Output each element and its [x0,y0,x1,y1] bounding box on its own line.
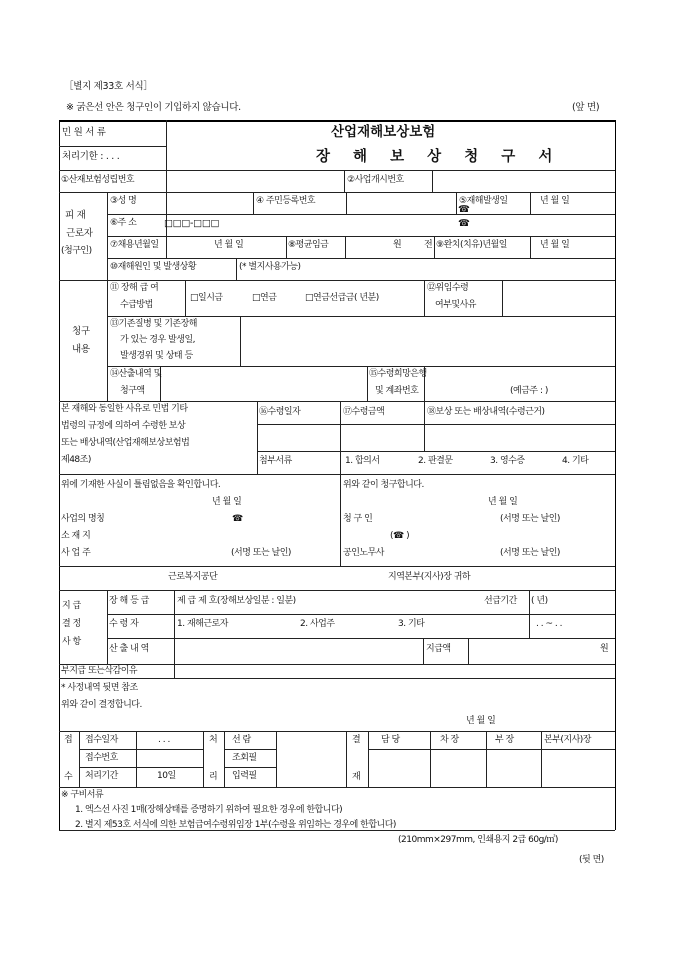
worker-side-label-2: 근로자 [66,228,93,239]
recipient-employer: 2. 사업주 [300,619,335,629]
civil-comp-text-2: 법령의 규정에 의하여 수령한 보상 [61,421,186,431]
receipt-date-label: ⑯수령일자 [259,407,301,417]
rrn-label: ④ 주민등록번호 [256,196,316,206]
avg-wage-label: ⑧평균임금 [288,240,329,250]
attach-receipt: 3. 영수증 [490,456,525,466]
payment-amount-label: 지급액 [426,644,451,654]
payment-amount-unit: 원 [600,644,609,654]
attachments-label: 첨부서류 [259,456,292,466]
cure-date-value: 년 월 일 [540,240,570,250]
non-payment-reason-label: 부지급 또는삭감이유 [61,666,138,676]
claim-date: 년 월 일 [488,497,518,507]
business-phone-icon: ☎ [232,514,243,524]
manager-label: 부 장 [495,735,514,745]
phone-icon: ☎ [458,204,470,215]
claimant-phone: (☎ ) [390,531,410,541]
required-docs-label: ※ 구비서류 [61,790,104,800]
form-number: ［별지 제33호 서식］ [64,81,153,92]
decision-side-label: 지 급 [62,601,81,611]
business-name-label: 사업의 명칭 [61,514,105,524]
claimant-sign: (서명 또는 날인) [500,514,560,524]
assessment-note: * 사정내역 뒷면 참조 [61,683,138,693]
prior-condition-label-3: 발생경위 및 상태 등 [120,351,193,361]
prior-condition-label: ⑬기존질병 및 기존장해 [110,319,197,329]
civil-comp-text-3: 또는 배상내역(산업재해보상보험법 [61,438,190,448]
claim-side-label-2: 내용 [72,344,90,355]
accident-cause-label: ⑩재해원인 및 발생상황 [110,262,197,272]
decision-side-label-2: 결 정 [62,619,81,629]
claim-side-label: 청구 [72,326,90,337]
insurance-no-label: ①산재보험성립번호 [61,175,135,185]
name-label: ③성 명 [110,196,137,206]
bank-label: ⑮수령희망은행 [369,369,427,379]
option-pension[interactable]: □연금 [252,293,277,303]
input-check-label: 입력필 [232,771,257,781]
required-doc-1: 1. 엑스선 사진 1매(장해상태를 증명하기 위하여 필요한 경우에 한합니다) [75,805,343,815]
claim-statement: 위와 같이 청구합니다. [343,480,424,490]
approval-side-label-2: 재 [352,772,361,782]
disability-grade-value: 제 급 제 호(장해보상일분 : 일분) [177,596,296,606]
employer-label: 사 업 주 [61,548,91,558]
receipt-number-label: 접수번호 [85,753,118,763]
business-start-label: ②사업개시번호 [347,175,404,185]
worker-side-label-3: (청구인) [61,246,92,256]
attach-other: 4. 기타 [562,456,589,466]
attach-agreement: 1. 합의서 [345,456,380,466]
decision-date: 년 월 일 [466,716,496,726]
processing-days: 10일 [157,771,176,781]
labor-attorney-sign: (서명 또는 날인) [500,548,560,558]
doc-label: 민 원 서 류 [62,127,106,138]
recipient-label: 수 령 자 [109,619,139,629]
branch-chief-label: 본부(지사)장 [544,735,591,745]
page-subtitle: 장 해 보 상 청 구 서 [316,148,562,165]
accident-date-label: ⑤재해발생일 [459,196,508,206]
employer-sign: (서명 또는 날인) [231,548,291,558]
worker-side-label: 피 재 [65,210,86,221]
page-title: 산업재해보상보험 [331,124,436,140]
recipient-worker: 1. 재해근로자 [177,619,228,629]
payment-method-label-2: 수급방법 [120,300,153,310]
avg-wage-unit: 원 [393,240,402,250]
process-side-label: 처 [209,735,218,745]
address-label: ⑥주 소 [110,218,137,228]
disability-grade-label: 장 해 등 급 [109,596,149,606]
prepay-period-range: . . ~ . . [536,619,562,629]
labor-attorney-label: 공인노무사 [343,548,384,558]
civil-comp-text: 본 재해와 동일한 사유로 민법 기타 [61,404,188,414]
recipient-other: 3. 기타 [398,619,425,629]
account-holder: (예금주 : ) [510,386,548,396]
approval-side-label: 결 [352,735,361,745]
payment-method-label: ⑪ 장해 급 여 [110,283,159,293]
decision-side-label-3: 사 항 [62,637,81,647]
receipt-side-label-2: 수 [64,772,73,782]
receipt-date-dots: . . . [158,735,170,745]
prepay-year: ( 년) [531,596,548,606]
process-side-label-2: 리 [209,772,218,782]
calculation-label-2: 청구액 [120,386,145,396]
inquiry-check-label: 조회필 [232,753,257,763]
processing-period-label: 처리기간 [85,771,118,781]
accident-cause-note: (* 별지사용가능) [239,262,301,272]
employer-confirm-date: 년 월 일 [212,497,242,507]
cure-date-label: ⑨완치(치유)년월일 [436,240,507,250]
prepay-period-label: 선급기간 [484,596,517,606]
required-doc-2: 2. 별지 제53호 서식에 의한 보험급여수령위임장 1부(수령을 위임하는 경우에 한합니다) [75,820,396,830]
option-pension-advance[interactable]: □연금선급금( 년분) [305,293,379,303]
calculation-detail-label: 산 출 내 역 [109,644,149,654]
staff-label: 담 당 [381,735,400,745]
business-location-label: 소 재 지 [61,531,91,541]
prior-condition-label-2: 가 있는 경우 발생일, [120,335,195,345]
calculation-label: ⑭산출내역 및 [110,369,162,379]
agency-name: 근로복지공단 [168,572,218,582]
receipt-date-label: 접수일자 [85,735,118,745]
branch-addressee: 지역본부(지사)장 귀하 [388,572,471,582]
option-lump-sum[interactable]: □일시금 [190,293,223,303]
claimant-label: 청 구 인 [343,514,373,524]
hire-date-value: 년 월 일 [214,240,244,250]
review-label: 선 람 [232,735,251,745]
page-side-back: (뒷 면) [579,855,604,865]
receipt-side-label: 접 [64,735,73,745]
compensation-label: ⑱보상 또는 배상내역(수령근거) [427,407,545,417]
deadline-label: 처리기한 : . . . [62,151,120,162]
attach-judgment: 2. 판결문 [418,456,453,466]
bank-label-2: 및 계좌번호 [375,386,419,396]
delegation-label: ⑫위임수령 [427,283,469,293]
delegation-label-2: 여부및사유 [435,300,476,310]
postal-boxes: □□□-□□□ [164,218,220,229]
phone-icon-2: ☎ [458,218,470,229]
avg-wage-unit-2: 전 [424,240,433,250]
page-side-front: (앞 면) [572,102,600,113]
hire-date-label: ⑦채용년월일 [110,240,159,250]
decision-statement: 위와 같이 결정합니다. [61,700,142,710]
notice-text: ※ 굵은선 안은 청구인이 기입하지 않습니다. [66,102,241,113]
civil-comp-text-4: 제48조) [61,455,91,465]
employer-confirm-text: 위에 기재한 사실이 틀림없음을 확인합니다. [61,480,221,490]
accident-date-value: 년 월 일 [540,196,570,206]
receipt-amount-label: ⑰수령금액 [343,407,385,417]
paper-spec: (210mm×297mm, 인쇄용지 2급 60g/㎡) [398,835,558,845]
deputy-label: 차 장 [440,735,459,745]
